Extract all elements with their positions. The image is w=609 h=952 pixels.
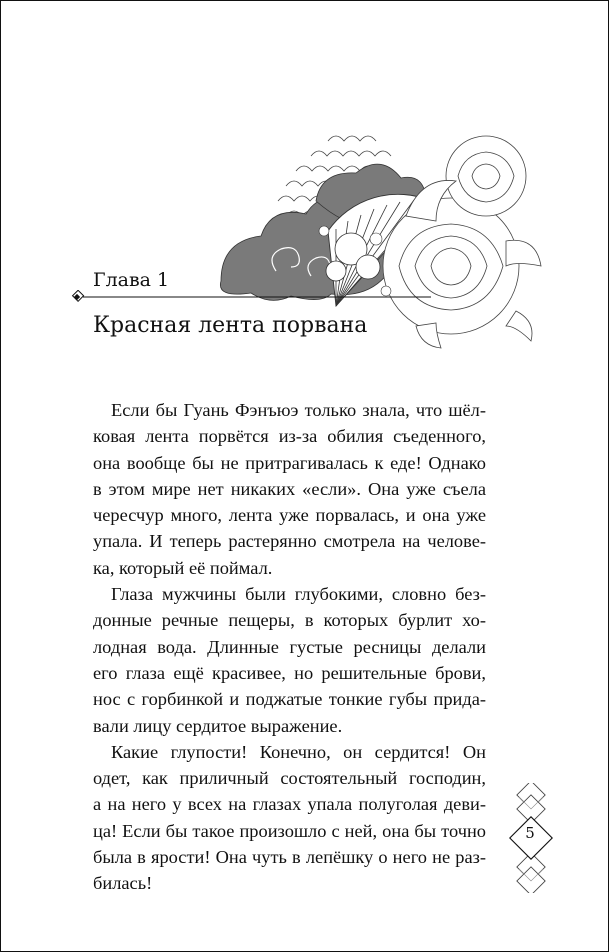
text-line: а на него у всех на глазах упала полуголая деви- — [93, 794, 486, 815]
text-line: Если бы Гуань Фэнъюэ только знала, что шёл- — [111, 400, 486, 420]
text-line: Какие глупости! Конечно, он сердится! Он — [111, 741, 486, 762]
text-line: ца! Если бы такое произошло с ней, она бы точно — [93, 820, 486, 841]
text-line: она вообще бы не притрагивалась к еде! Однако — [93, 452, 486, 473]
text-line: в этом мире нет никаких «если». Она уже съела — [93, 478, 486, 499]
text-line: лодная вода. Длинные густые ресницы делали — [93, 636, 486, 657]
text-line: упала. И теперь растерянно смотрела на челове- — [93, 531, 486, 552]
text-line: одет, как приличный состоятельный господин, — [93, 768, 486, 789]
text-line: нос с горбинкой и поджатые тонкие губы прида- — [93, 689, 486, 710]
text-line: билась! — [93, 873, 153, 894]
text-line: ка, который её поймал. — [93, 557, 273, 578]
text-line: вали лицу сердитое выражение. — [93, 715, 343, 736]
chapter-label: Глава 1 — [93, 269, 173, 291]
text-line: была в ярости! Она чуть в лепёшку о него не раз- — [93, 847, 486, 868]
chapter-title: Красная лента порвана — [93, 313, 368, 338]
text-line: чересчур много, лента уже порвалась, и она уже — [93, 505, 486, 526]
chapter-divider-rule — [71, 290, 431, 304]
text-line: ковая лента порвётся из-за обилия съеденного, — [93, 426, 486, 447]
text-line: его глаза ещё красивее, но решительные брови, — [93, 662, 486, 683]
text-line: донные речные пещеры, в которых бурлит хо- — [93, 610, 486, 631]
body-text — [93, 397, 486, 897]
page-number: 5 — [525, 824, 535, 842]
text-line: Глаза мужчины были глубокими, словно без- — [111, 584, 486, 605]
